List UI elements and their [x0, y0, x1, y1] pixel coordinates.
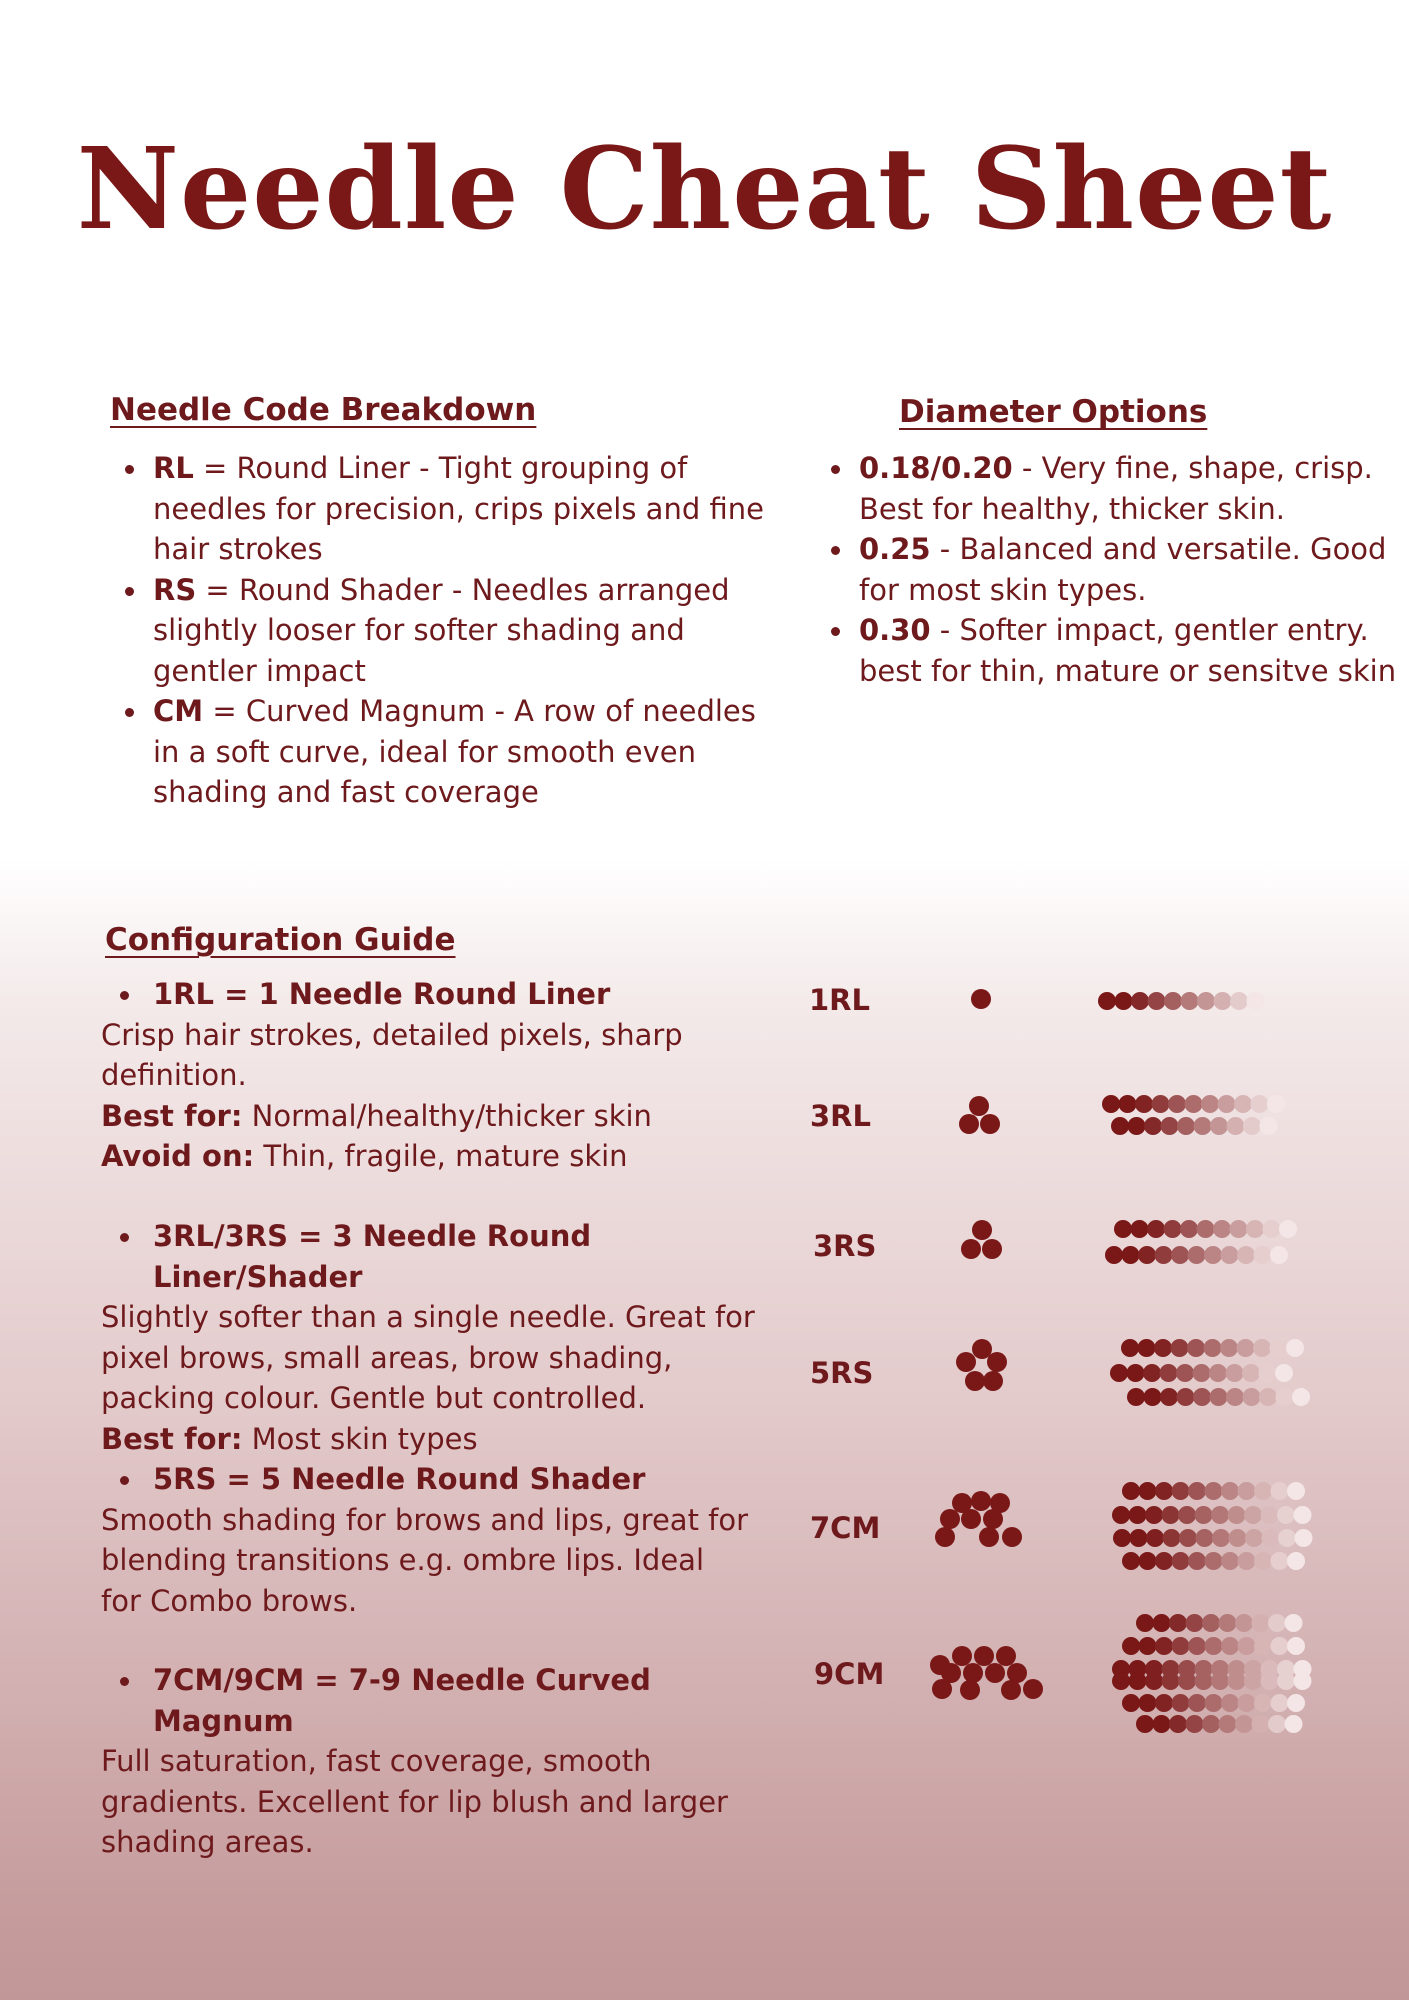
stroke-pattern-9cm-dot — [1228, 1672, 1246, 1690]
needle-cluster-9cm-dot — [930, 1655, 950, 1675]
stroke-pattern-9cm-dot — [1172, 1637, 1190, 1655]
needle-code-3rs: 3RS — [813, 1229, 877, 1263]
needle-code-3rl: 3RL — [810, 1099, 871, 1133]
stroke-pattern-9cm-dot — [1129, 1672, 1147, 1690]
stroke-pattern-7cm-dot — [1205, 1552, 1223, 1570]
stroke-pattern-9cm-dot — [1235, 1614, 1253, 1632]
stroke-pattern-1rl-dot — [1230, 992, 1248, 1010]
stroke-pattern-7cm-dot — [1287, 1482, 1305, 1500]
stroke-pattern-3rl-dot — [1185, 1095, 1203, 1113]
stroke-pattern-3rl-dot — [1243, 1117, 1261, 1135]
diameter-description: - Very fine, shape, crisp. Best for healthy, thicker skin. — [859, 451, 1373, 526]
stroke-pattern-3rs-dot — [1122, 1246, 1140, 1264]
stroke-pattern-5rs-dot — [1253, 1339, 1271, 1357]
stroke-pattern-5rs-dot — [1127, 1364, 1145, 1382]
stroke-pattern-9cm-dot — [1235, 1715, 1253, 1733]
stroke-pattern-9cm-dot — [1153, 1614, 1171, 1632]
stroke-pattern-7cm-dot — [1287, 1552, 1305, 1570]
needle-code-1rl: 1RL — [809, 983, 870, 1017]
stroke-pattern-9cm-dot — [1122, 1694, 1140, 1712]
stroke-pattern-1rl-dot — [1164, 992, 1182, 1010]
stroke-pattern-7cm-dot — [1229, 1529, 1247, 1547]
stroke-pattern-3rs-dot — [1254, 1246, 1272, 1264]
stroke-pattern-9cm-dot — [1205, 1637, 1223, 1655]
stroke-pattern-3rl-dot — [1210, 1117, 1228, 1135]
stroke-pattern-9cm-dot — [1155, 1694, 1173, 1712]
needle-cluster-7cm-dot — [971, 1491, 991, 1511]
stroke-pattern-9cm-dot — [1244, 1672, 1262, 1690]
stroke-pattern-7cm-dot — [1271, 1482, 1289, 1500]
needle-cluster-7cm-dot — [983, 1509, 1003, 1529]
stroke-pattern-5rs-dot — [1171, 1339, 1189, 1357]
section-title: 3RL/3RS = 3 Needle Round Liner/Shader — [101, 1216, 791, 1297]
stroke-pattern-7cm-dot — [1122, 1482, 1140, 1500]
stroke-pattern-7cm-dot — [1221, 1552, 1239, 1570]
stroke-pattern-9cm-dot — [1136, 1715, 1154, 1733]
stroke-pattern-3rs-dot — [1263, 1220, 1281, 1238]
best-for-value: Most skin types — [242, 1421, 478, 1456]
stroke-pattern-7cm-dot — [1262, 1529, 1280, 1547]
needle-cluster-7cm-dot — [979, 1527, 999, 1547]
code-label: CM — [153, 694, 204, 728]
stroke-pattern-3rl-dot — [1194, 1117, 1212, 1135]
stroke-pattern-9cm-dot — [1145, 1672, 1163, 1690]
needle-cluster-3rs-dot — [961, 1239, 981, 1259]
stroke-pattern-5rs-dot — [1243, 1388, 1261, 1406]
needle-cluster-9cm-dot — [963, 1663, 983, 1683]
stroke-pattern-9cm-dot — [1294, 1672, 1312, 1690]
stroke-pattern-9cm-dot — [1252, 1614, 1270, 1632]
page-title: Needle Cheat Sheet — [76, 124, 1333, 255]
stroke-pattern-9cm-dot — [1112, 1672, 1130, 1690]
stroke-pattern-9cm-dot — [1219, 1614, 1237, 1632]
stroke-pattern-7cm-dot — [1122, 1552, 1140, 1570]
stroke-pattern-3rl-dot — [1144, 1117, 1162, 1135]
stroke-pattern-9cm-dot — [1186, 1614, 1204, 1632]
stroke-pattern-9cm-dot — [1186, 1715, 1204, 1733]
stroke-pattern-7cm-dot — [1172, 1482, 1190, 1500]
stroke-pattern-3rl-dot — [1227, 1117, 1245, 1135]
section-description: Crisp hair strokes, detailed pixels, sharp definition. — [101, 1017, 683, 1092]
stroke-pattern-7cm-dot — [1278, 1529, 1296, 1547]
stroke-pattern-5rs-dot — [1292, 1388, 1310, 1406]
stroke-pattern-5rs-dot — [1193, 1364, 1211, 1382]
stroke-pattern-1rl-dot — [1197, 992, 1215, 1010]
stroke-pattern-7cm-dot — [1238, 1482, 1256, 1500]
stroke-pattern-5rs-dot — [1110, 1364, 1128, 1382]
stroke-pattern-7cm-dot — [1254, 1552, 1272, 1570]
stroke-pattern-3rl-dot — [1128, 1117, 1146, 1135]
stroke-pattern-5rs-dot — [1154, 1339, 1172, 1357]
stroke-pattern-9cm-dot — [1271, 1637, 1289, 1655]
stroke-pattern-7cm-dot — [1139, 1482, 1157, 1500]
stroke-pattern-7cm-dot — [1211, 1506, 1229, 1524]
code-description: = Curved Magnum - A row of needles in a soft curve, ideal for smooth even shading and fast coverage — [153, 694, 756, 809]
needle-cluster-9cm-dot — [952, 1646, 972, 1666]
stroke-pattern-3rl-dot — [1168, 1095, 1186, 1113]
diameter-heading: Diameter Options — [899, 394, 1208, 430]
stroke-pattern-7cm-dot — [1195, 1506, 1213, 1524]
stroke-pattern-7cm-dot — [1196, 1529, 1214, 1547]
stroke-pattern-9cm-dot — [1221, 1694, 1239, 1712]
stroke-pattern-9cm-dot — [1211, 1672, 1229, 1690]
section-description: Slightly softer than a single needle. Great for pixel brows, small areas, brow shading, packing colour. Gentle but controlled. — [101, 1300, 755, 1415]
stroke-pattern-7cm-dot — [1245, 1529, 1263, 1547]
stroke-pattern-9cm-dot — [1268, 1715, 1286, 1733]
section-title: 1RL = 1 Needle Round Liner — [101, 974, 781, 1015]
stroke-pattern-9cm-dot — [1139, 1637, 1157, 1655]
stroke-pattern-7cm-dot — [1254, 1482, 1272, 1500]
stroke-pattern-9cm-dot — [1188, 1637, 1206, 1655]
stroke-pattern-3rs-dot — [1279, 1220, 1297, 1238]
stroke-pattern-5rs-dot — [1226, 1364, 1244, 1382]
stroke-pattern-9cm-dot — [1202, 1715, 1220, 1733]
stroke-pattern-3rs-dot — [1270, 1246, 1288, 1264]
stroke-pattern-3rl-dot — [1201, 1095, 1219, 1113]
stroke-pattern-5rs-dot — [1177, 1388, 1195, 1406]
stroke-pattern-9cm-dot — [1188, 1694, 1206, 1712]
stroke-pattern-5rs-dot — [1286, 1339, 1304, 1357]
needle-cluster-9cm-dot — [1001, 1680, 1021, 1700]
stroke-pattern-9cm-dot — [1254, 1694, 1272, 1712]
needle-cluster-9cm-dot — [932, 1679, 952, 1699]
stroke-pattern-3rs-dot — [1230, 1220, 1248, 1238]
stroke-pattern-9cm-dot — [1155, 1637, 1173, 1655]
stroke-pattern-3rs-dot — [1204, 1246, 1222, 1264]
stroke-pattern-3rl-dot — [1251, 1095, 1269, 1113]
stroke-pattern-9cm-dot — [1254, 1637, 1272, 1655]
stroke-pattern-5rs-dot — [1259, 1364, 1277, 1382]
stroke-pattern-5rs-dot — [1270, 1339, 1288, 1357]
stroke-pattern-5rs-dot — [1143, 1364, 1161, 1382]
stroke-pattern-5rs-dot — [1138, 1339, 1156, 1357]
stroke-pattern-5rs-dot — [1121, 1339, 1139, 1357]
stroke-pattern-9cm-dot — [1287, 1637, 1305, 1655]
stroke-pattern-9cm-dot — [1261, 1672, 1279, 1690]
stroke-pattern-7cm-dot — [1295, 1529, 1313, 1547]
code-label: RS — [153, 572, 197, 607]
diameter-size: 0.25 — [859, 532, 931, 566]
stroke-pattern-1rl-dot — [1214, 992, 1232, 1010]
stroke-pattern-9cm-dot — [1162, 1672, 1180, 1690]
breakdown-heading: Needle Code Breakdown — [110, 392, 537, 428]
stroke-pattern-5rs-dot — [1276, 1388, 1294, 1406]
stroke-pattern-5rs-dot — [1187, 1339, 1205, 1357]
needle-cluster-9cm-dot — [1007, 1663, 1027, 1683]
stroke-pattern-5rs-dot — [1242, 1364, 1260, 1382]
stroke-pattern-5rs-dot — [1204, 1339, 1222, 1357]
needle-cluster-3rl-dot — [969, 1096, 989, 1116]
stroke-pattern-7cm-dot — [1179, 1529, 1197, 1547]
stroke-pattern-5rs-dot — [1127, 1388, 1145, 1406]
stroke-pattern-5rs-dot — [1210, 1388, 1228, 1406]
code-label: RL — [153, 451, 194, 485]
stroke-pattern-3rs-dot — [1188, 1246, 1206, 1264]
needle-cluster-7cm-dot — [935, 1527, 955, 1547]
stroke-pattern-3rs-dot — [1131, 1220, 1149, 1238]
stroke-pattern-9cm-dot — [1285, 1715, 1303, 1733]
needle-cluster-3rs-dot — [972, 1220, 992, 1240]
stroke-pattern-3rl-dot — [1102, 1095, 1120, 1113]
stroke-pattern-3rs-dot — [1171, 1246, 1189, 1264]
diameter-description: - Balanced and versatile. Good for most skin types. — [859, 532, 1387, 607]
stroke-pattern-7cm-dot — [1130, 1529, 1148, 1547]
needle-cluster-5rs-dot — [987, 1352, 1007, 1372]
needle-cluster-3rs-dot — [982, 1239, 1002, 1259]
stroke-pattern-9cm-dot — [1219, 1715, 1237, 1733]
stroke-pattern-7cm-dot — [1178, 1506, 1196, 1524]
stroke-pattern-9cm-dot — [1139, 1694, 1157, 1712]
needle-cluster-3rl-dot — [959, 1114, 979, 1134]
stroke-pattern-3rs-dot — [1197, 1220, 1215, 1238]
stroke-pattern-9cm-dot — [1178, 1672, 1196, 1690]
stroke-pattern-7cm-dot — [1205, 1482, 1223, 1500]
stroke-pattern-7cm-dot — [1172, 1552, 1190, 1570]
stroke-pattern-1rl-dot — [1148, 992, 1166, 1010]
code-description: = Round Shader - Needles arranged slightly looser for softer shading and gentler impact — [153, 572, 730, 688]
stroke-pattern-7cm-dot — [1271, 1552, 1289, 1570]
stroke-pattern-3rs-dot — [1180, 1220, 1198, 1238]
diameter-description: - Softer impact, gentler entry. best for thin, mature or sensitve skin — [859, 613, 1397, 688]
needle-cluster-9cm-dot — [996, 1646, 1016, 1666]
stroke-pattern-9cm-dot — [1277, 1672, 1295, 1690]
stroke-pattern-1rl-dot — [1115, 992, 1133, 1010]
stroke-pattern-3rs-dot — [1105, 1246, 1123, 1264]
stroke-pattern-9cm-dot — [1172, 1694, 1190, 1712]
stroke-pattern-9cm-dot — [1195, 1672, 1213, 1690]
stroke-pattern-7cm-dot — [1145, 1506, 1163, 1524]
stroke-pattern-7cm-dot — [1155, 1482, 1173, 1500]
stroke-pattern-5rs-dot — [1275, 1364, 1293, 1382]
stroke-pattern-1rl-dot — [1247, 992, 1265, 1010]
stroke-pattern-3rs-dot — [1114, 1220, 1132, 1238]
stroke-pattern-7cm-dot — [1129, 1506, 1147, 1524]
diameter-size: 0.30 — [859, 613, 931, 647]
stroke-pattern-7cm-dot — [1112, 1506, 1130, 1524]
stroke-pattern-7cm-dot — [1277, 1506, 1295, 1524]
stroke-pattern-9cm-dot — [1271, 1694, 1289, 1712]
needle-cluster-5rs-dot — [983, 1371, 1003, 1391]
stroke-pattern-7cm-dot — [1294, 1506, 1312, 1524]
code-description: = Round Liner - Tight grouping of needles for precision, crips pixels and fine hair strokes — [153, 451, 764, 566]
stroke-pattern-5rs-dot — [1176, 1364, 1194, 1382]
stroke-pattern-3rl-dot — [1218, 1095, 1236, 1113]
stroke-pattern-5rs-dot — [1160, 1388, 1178, 1406]
stroke-pattern-9cm-dot — [1169, 1614, 1187, 1632]
needle-cluster-9cm-dot — [960, 1680, 980, 1700]
best-for-value: Normal/healthy/thicker skin — [242, 1098, 652, 1133]
best-for-label: Best for: — [101, 1098, 243, 1133]
stroke-pattern-7cm-dot — [1244, 1506, 1262, 1524]
stroke-pattern-7cm-dot — [1188, 1552, 1206, 1570]
needle-cluster-7cm-dot — [940, 1509, 960, 1529]
stroke-pattern-7cm-dot — [1261, 1506, 1279, 1524]
stroke-pattern-3rs-dot — [1237, 1246, 1255, 1264]
stroke-pattern-9cm-dot — [1122, 1637, 1140, 1655]
stroke-pattern-5rs-dot — [1220, 1339, 1238, 1357]
stroke-pattern-3rl-dot — [1152, 1095, 1170, 1113]
stroke-pattern-3rl-dot — [1177, 1117, 1195, 1135]
stroke-pattern-3rs-dot — [1164, 1220, 1182, 1238]
stroke-pattern-9cm-dot — [1221, 1637, 1239, 1655]
stroke-pattern-1rl-dot — [1181, 992, 1199, 1010]
stroke-pattern-3rl-dot — [1111, 1117, 1129, 1135]
stroke-pattern-9cm-dot — [1238, 1694, 1256, 1712]
needle-cluster-7cm-dot — [961, 1509, 981, 1529]
stroke-pattern-3rl-dot — [1234, 1095, 1252, 1113]
stroke-pattern-1rl-dot — [1131, 992, 1149, 1010]
stroke-pattern-9cm-dot — [1238, 1637, 1256, 1655]
section-description: Smooth shading for brows and lips, great for blending transitions e.g. ombre lips. Ideal for Combo brows. — [101, 1502, 749, 1618]
needle-code-5rs: 5RS — [810, 1356, 874, 1390]
stroke-pattern-5rs-dot — [1259, 1388, 1277, 1406]
stroke-pattern-3rs-dot — [1246, 1220, 1264, 1238]
needle-cluster-5rs-dot — [965, 1371, 985, 1391]
stroke-pattern-5rs-dot — [1226, 1388, 1244, 1406]
stroke-pattern-1rl-dot — [1098, 992, 1116, 1010]
stroke-pattern-5rs-dot — [1144, 1388, 1162, 1406]
stroke-pattern-9cm-dot — [1153, 1715, 1171, 1733]
needle-cluster-9cm-dot — [974, 1646, 994, 1666]
stroke-pattern-5rs-dot — [1193, 1388, 1211, 1406]
stroke-pattern-3rl-dot — [1135, 1095, 1153, 1113]
needle-cluster-1rl-dot — [971, 989, 991, 1009]
needle-code-9cm: 9CM — [814, 1657, 885, 1691]
stroke-pattern-3rs-dot — [1221, 1246, 1239, 1264]
stroke-pattern-9cm-dot — [1205, 1694, 1223, 1712]
stroke-pattern-3rl-dot — [1267, 1095, 1285, 1113]
stroke-pattern-9cm-dot — [1285, 1614, 1303, 1632]
stroke-pattern-7cm-dot — [1188, 1482, 1206, 1500]
config-heading: Configuration Guide — [105, 922, 456, 958]
stroke-pattern-7cm-dot — [1212, 1529, 1230, 1547]
avoid-on-label: Avoid on: — [101, 1139, 255, 1173]
stroke-pattern-9cm-dot — [1202, 1614, 1220, 1632]
best-for-label: Best for: — [101, 1421, 243, 1456]
stroke-pattern-9cm-dot — [1252, 1715, 1270, 1733]
stroke-pattern-3rs-dot — [1155, 1246, 1173, 1264]
stroke-pattern-3rl-dot — [1161, 1117, 1179, 1135]
needle-code-7cm: 7CM — [810, 1511, 881, 1545]
stroke-pattern-7cm-dot — [1228, 1506, 1246, 1524]
stroke-pattern-5rs-dot — [1160, 1364, 1178, 1382]
needle-cluster-5rs-dot — [956, 1352, 976, 1372]
stroke-pattern-7cm-dot — [1113, 1529, 1131, 1547]
section-title: 7CM/9CM = 7-9 Needle Curved Magnum — [101, 1660, 741, 1741]
stroke-pattern-7cm-dot — [1221, 1482, 1239, 1500]
needle-cluster-9cm-dot — [1023, 1679, 1043, 1699]
stroke-pattern-5rs-dot — [1237, 1339, 1255, 1357]
stroke-pattern-7cm-dot — [1163, 1529, 1181, 1547]
stroke-pattern-3rs-dot — [1138, 1246, 1156, 1264]
stroke-pattern-9cm-dot — [1136, 1614, 1154, 1632]
needle-cluster-3rl-dot — [980, 1114, 1000, 1134]
stroke-pattern-3rl-dot — [1260, 1117, 1278, 1135]
section-description: Full saturation, fast coverage, smooth gradients. Excellent for lip blush and larger shading areas. — [101, 1744, 728, 1859]
stroke-pattern-7cm-dot — [1139, 1552, 1157, 1570]
stroke-pattern-9cm-dot — [1287, 1694, 1305, 1712]
stroke-pattern-3rl-dot — [1119, 1095, 1137, 1113]
stroke-pattern-3rs-dot — [1213, 1220, 1231, 1238]
needle-cluster-9cm-dot — [985, 1663, 1005, 1683]
needle-cluster-7cm-dot — [1002, 1527, 1022, 1547]
diameter-size: 0.18/0.20 — [859, 451, 1013, 485]
stroke-pattern-7cm-dot — [1146, 1529, 1164, 1547]
stroke-pattern-7cm-dot — [1238, 1552, 1256, 1570]
stroke-pattern-5rs-dot — [1209, 1364, 1227, 1382]
stroke-pattern-7cm-dot — [1155, 1552, 1173, 1570]
avoid-on-value: Thin, fragile, mature skin — [254, 1139, 628, 1173]
stroke-pattern-7cm-dot — [1162, 1506, 1180, 1524]
stroke-pattern-3rs-dot — [1147, 1220, 1165, 1238]
section-title: 5RS = 5 Needle Round Shader — [101, 1459, 751, 1500]
stroke-pattern-9cm-dot — [1268, 1614, 1286, 1632]
stroke-pattern-9cm-dot — [1169, 1715, 1187, 1733]
